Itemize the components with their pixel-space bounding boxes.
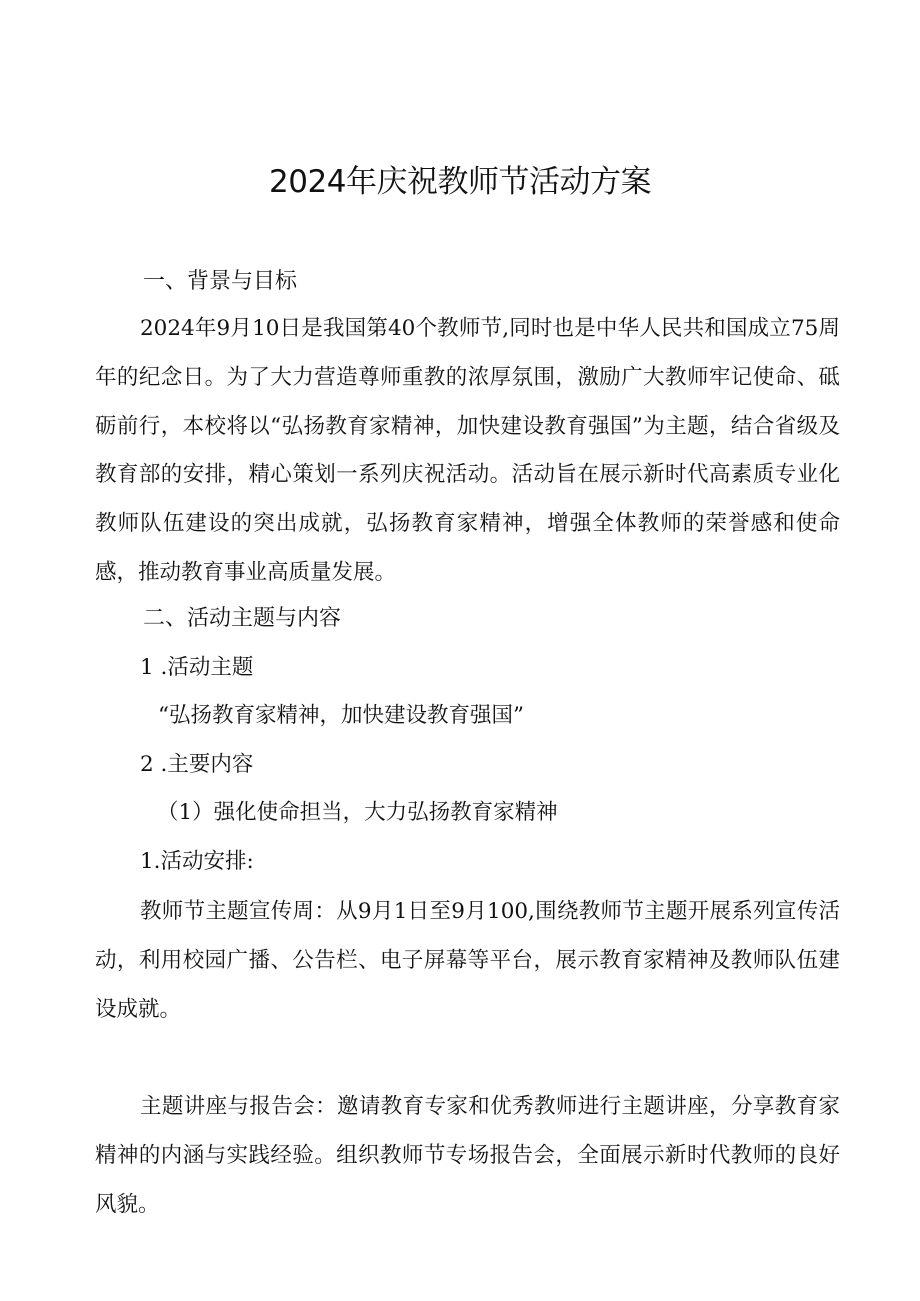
subitem-mission: （1）强化使命担当，大力弘扬教育家精神	[157, 800, 558, 825]
item-main-content-label: 2 .主要内容	[140, 752, 254, 777]
item-theme-label: 1 .活动主题	[140, 655, 254, 680]
section-heading-theme-content: 二、活动主题与内容	[143, 606, 342, 631]
paragraph-background: 2024年9月10日是我国第40个教师节,同时也是中华人民共和国成立75周年的纪念日。为了大力营造尊师重教的浓厚氛围，激励广大教师牢记使命、砥砺前行，本校将以“弘扬教育家精神，加快建设教育强国”为主题，结合省级及教育部的安排，精心策划一系列庆祝活动。活动旨在展示新时代高素质专业化教师队伍建设的突出成就，弘扬教育家精神，增强全体教师的荣誉感和使命感，推动教育事业高质量发展。	[95, 316, 840, 585]
paragraph-promo-week: 教师节主题宣传周：从9月1日至9月100,围绕教师节主题开展系列宣传活动，利用校园广播、公告栏、电子屏幕等平台，展示教育家精神及教师队伍建设成就。	[95, 899, 840, 1022]
paragraph-lectures: 主题讲座与报告会：邀请教育专家和优秀教师进行主题讲座，分享教育家精神的内涵与实践经验。组织教师节专场报告会，全面展示新时代教师的良好风貌。	[95, 1094, 840, 1217]
theme-quote: “弘扬教育家精神，加快建设教育强国”	[158, 703, 524, 728]
document-title: 2024年庆祝教师节活动方案	[269, 164, 651, 200]
section-heading-background: 一、背景与目标	[143, 269, 298, 294]
arrangement-label: 1.活动安排:	[140, 849, 254, 874]
